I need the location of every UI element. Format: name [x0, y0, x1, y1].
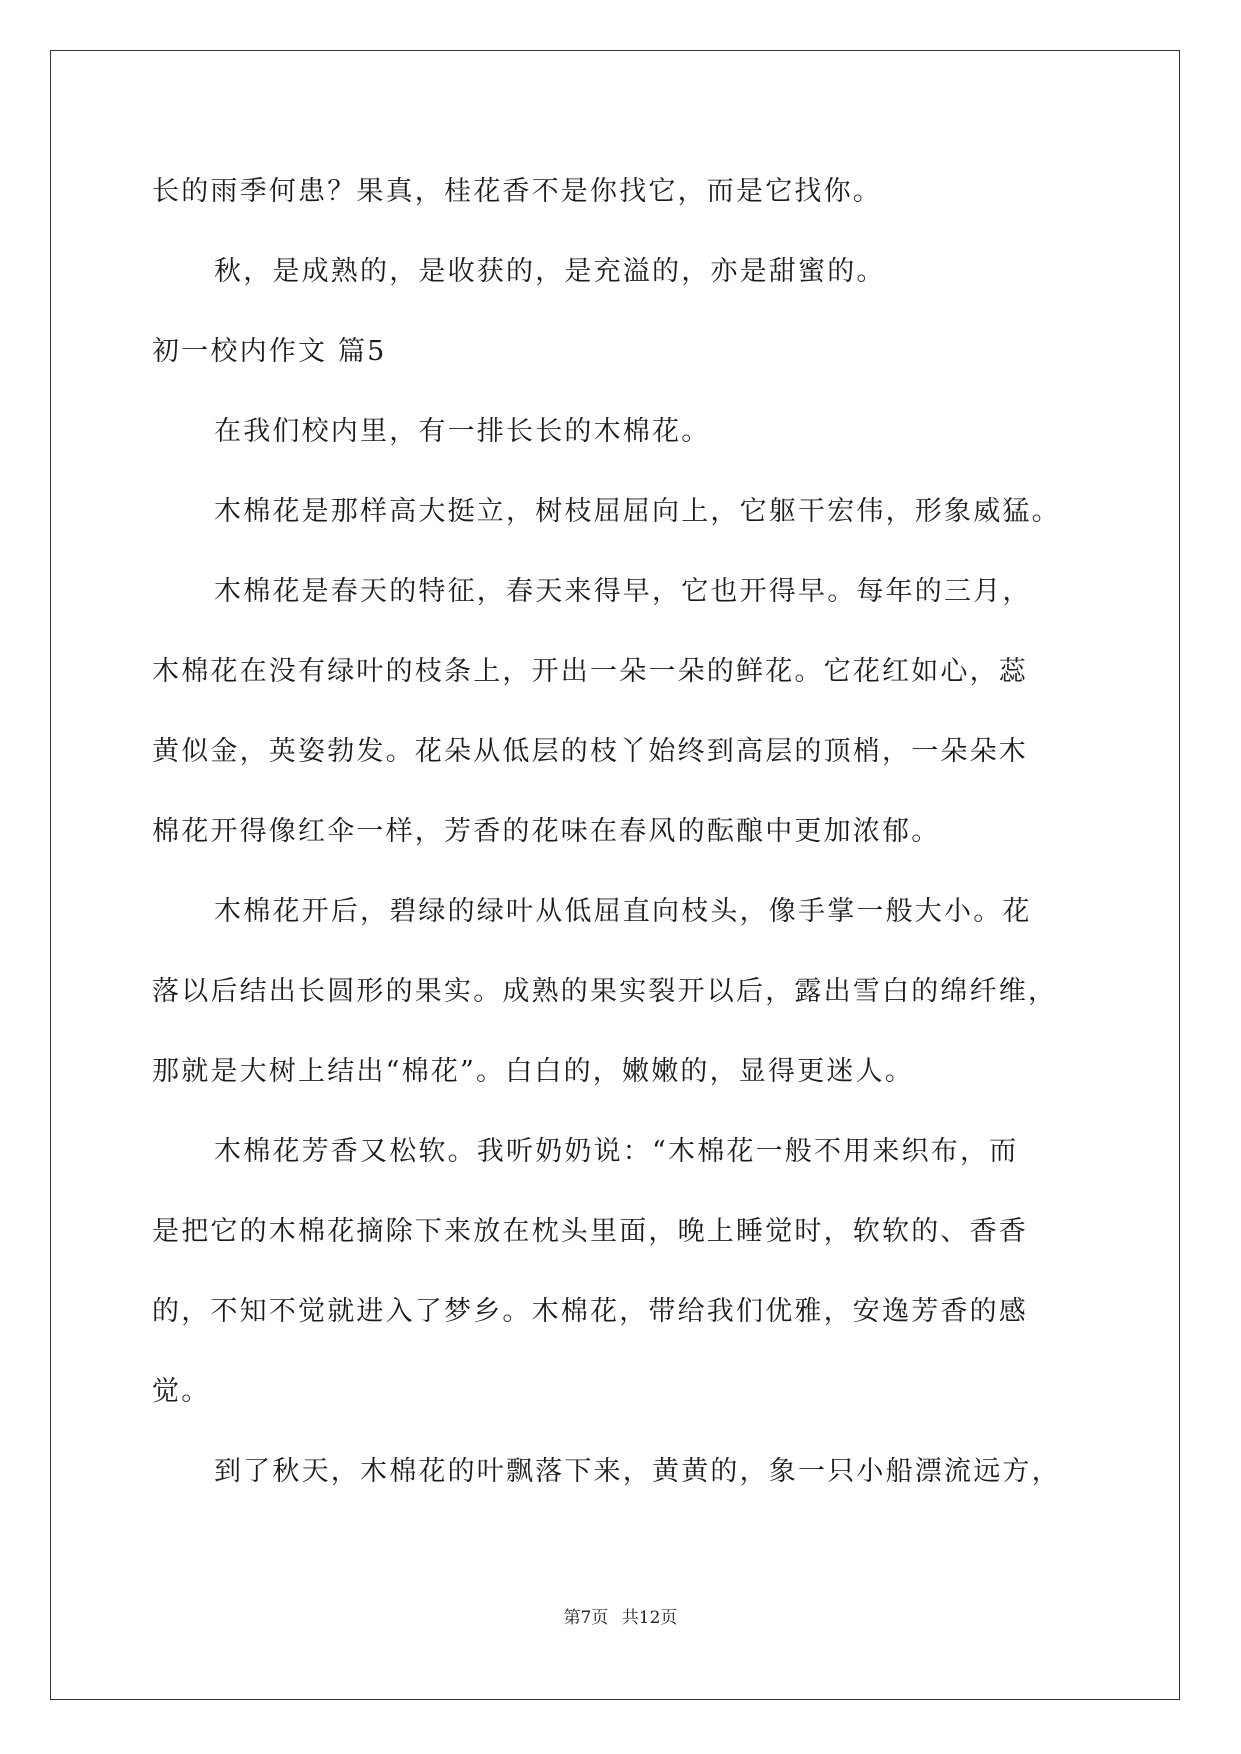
total-pages-label: 共12页 — [621, 1608, 678, 1628]
current-page-label: 第7页 — [563, 1608, 609, 1628]
document-body — [152, 152, 1092, 1512]
paragraph-line: 木棉花是春天的特征，春天来得早，它也开得早。每年的三月， — [214, 576, 1032, 607]
paragraph-line: 是把它的木棉花摘除下来放在枕头里面，晚上睡觉时，软软的、香香 — [152, 1216, 1028, 1247]
paragraph-line: 那就是大树上结出“棉花”。白白的，嫩嫩的，显得更迷人。 — [152, 1056, 915, 1087]
paragraph-line: 黄似金，英姿勃发。花朵从低层的枝丫始终到高层的顶梢，一朵朵木 — [152, 736, 1028, 767]
page-footer — [0, 1603, 1241, 1628]
paragraph-line: 棉花开得像红伞一样，芳香的花味在春风的酝酿中更加浓郁。 — [152, 816, 941, 847]
paragraph-line: 木棉花芳香又松软。我听奶奶说：“木棉花一般不用来织布，而 — [214, 1136, 1019, 1167]
paragraph-line: 觉。 — [152, 1376, 211, 1407]
paragraph-line: 秋，是成熟的，是收获的，是充溢的，亦是甜蜜的。 — [214, 256, 886, 287]
paragraph-line: 木棉花在没有绿叶的枝条上，开出一朵一朵的鲜花。它花红如心，蕊 — [152, 656, 1028, 687]
section-heading: 初一校内作文 篇5 — [152, 336, 387, 367]
paragraph-line: 的，不知不觉就进入了梦乡。木棉花，带给我们优雅，安逸芳香的感 — [152, 1296, 1028, 1327]
paragraph-line: 木棉花是那样高大挺立，树枝屈屈向上，它躯干宏伟，形象威猛。 — [214, 496, 1061, 527]
paragraph-line: 在我们校内里，有一排长长的木棉花。 — [214, 416, 711, 447]
paragraph-line: 木棉花开后，碧绿的绿叶从低屈直向枝头，像手掌一般大小。花 — [214, 896, 1032, 927]
paragraph-line: 到了秋天，木棉花的叶飘落下来，黄黄的，象一只小船漂流远方， — [214, 1456, 1061, 1487]
paragraph-line: 长的雨季何患？果真，桂花香不是你找它，而是它找你。 — [152, 176, 882, 207]
paragraph-line: 落以后结出长圆形的果实。成熟的果实裂开以后，露出雪白的绵纤维， — [152, 976, 1058, 1007]
